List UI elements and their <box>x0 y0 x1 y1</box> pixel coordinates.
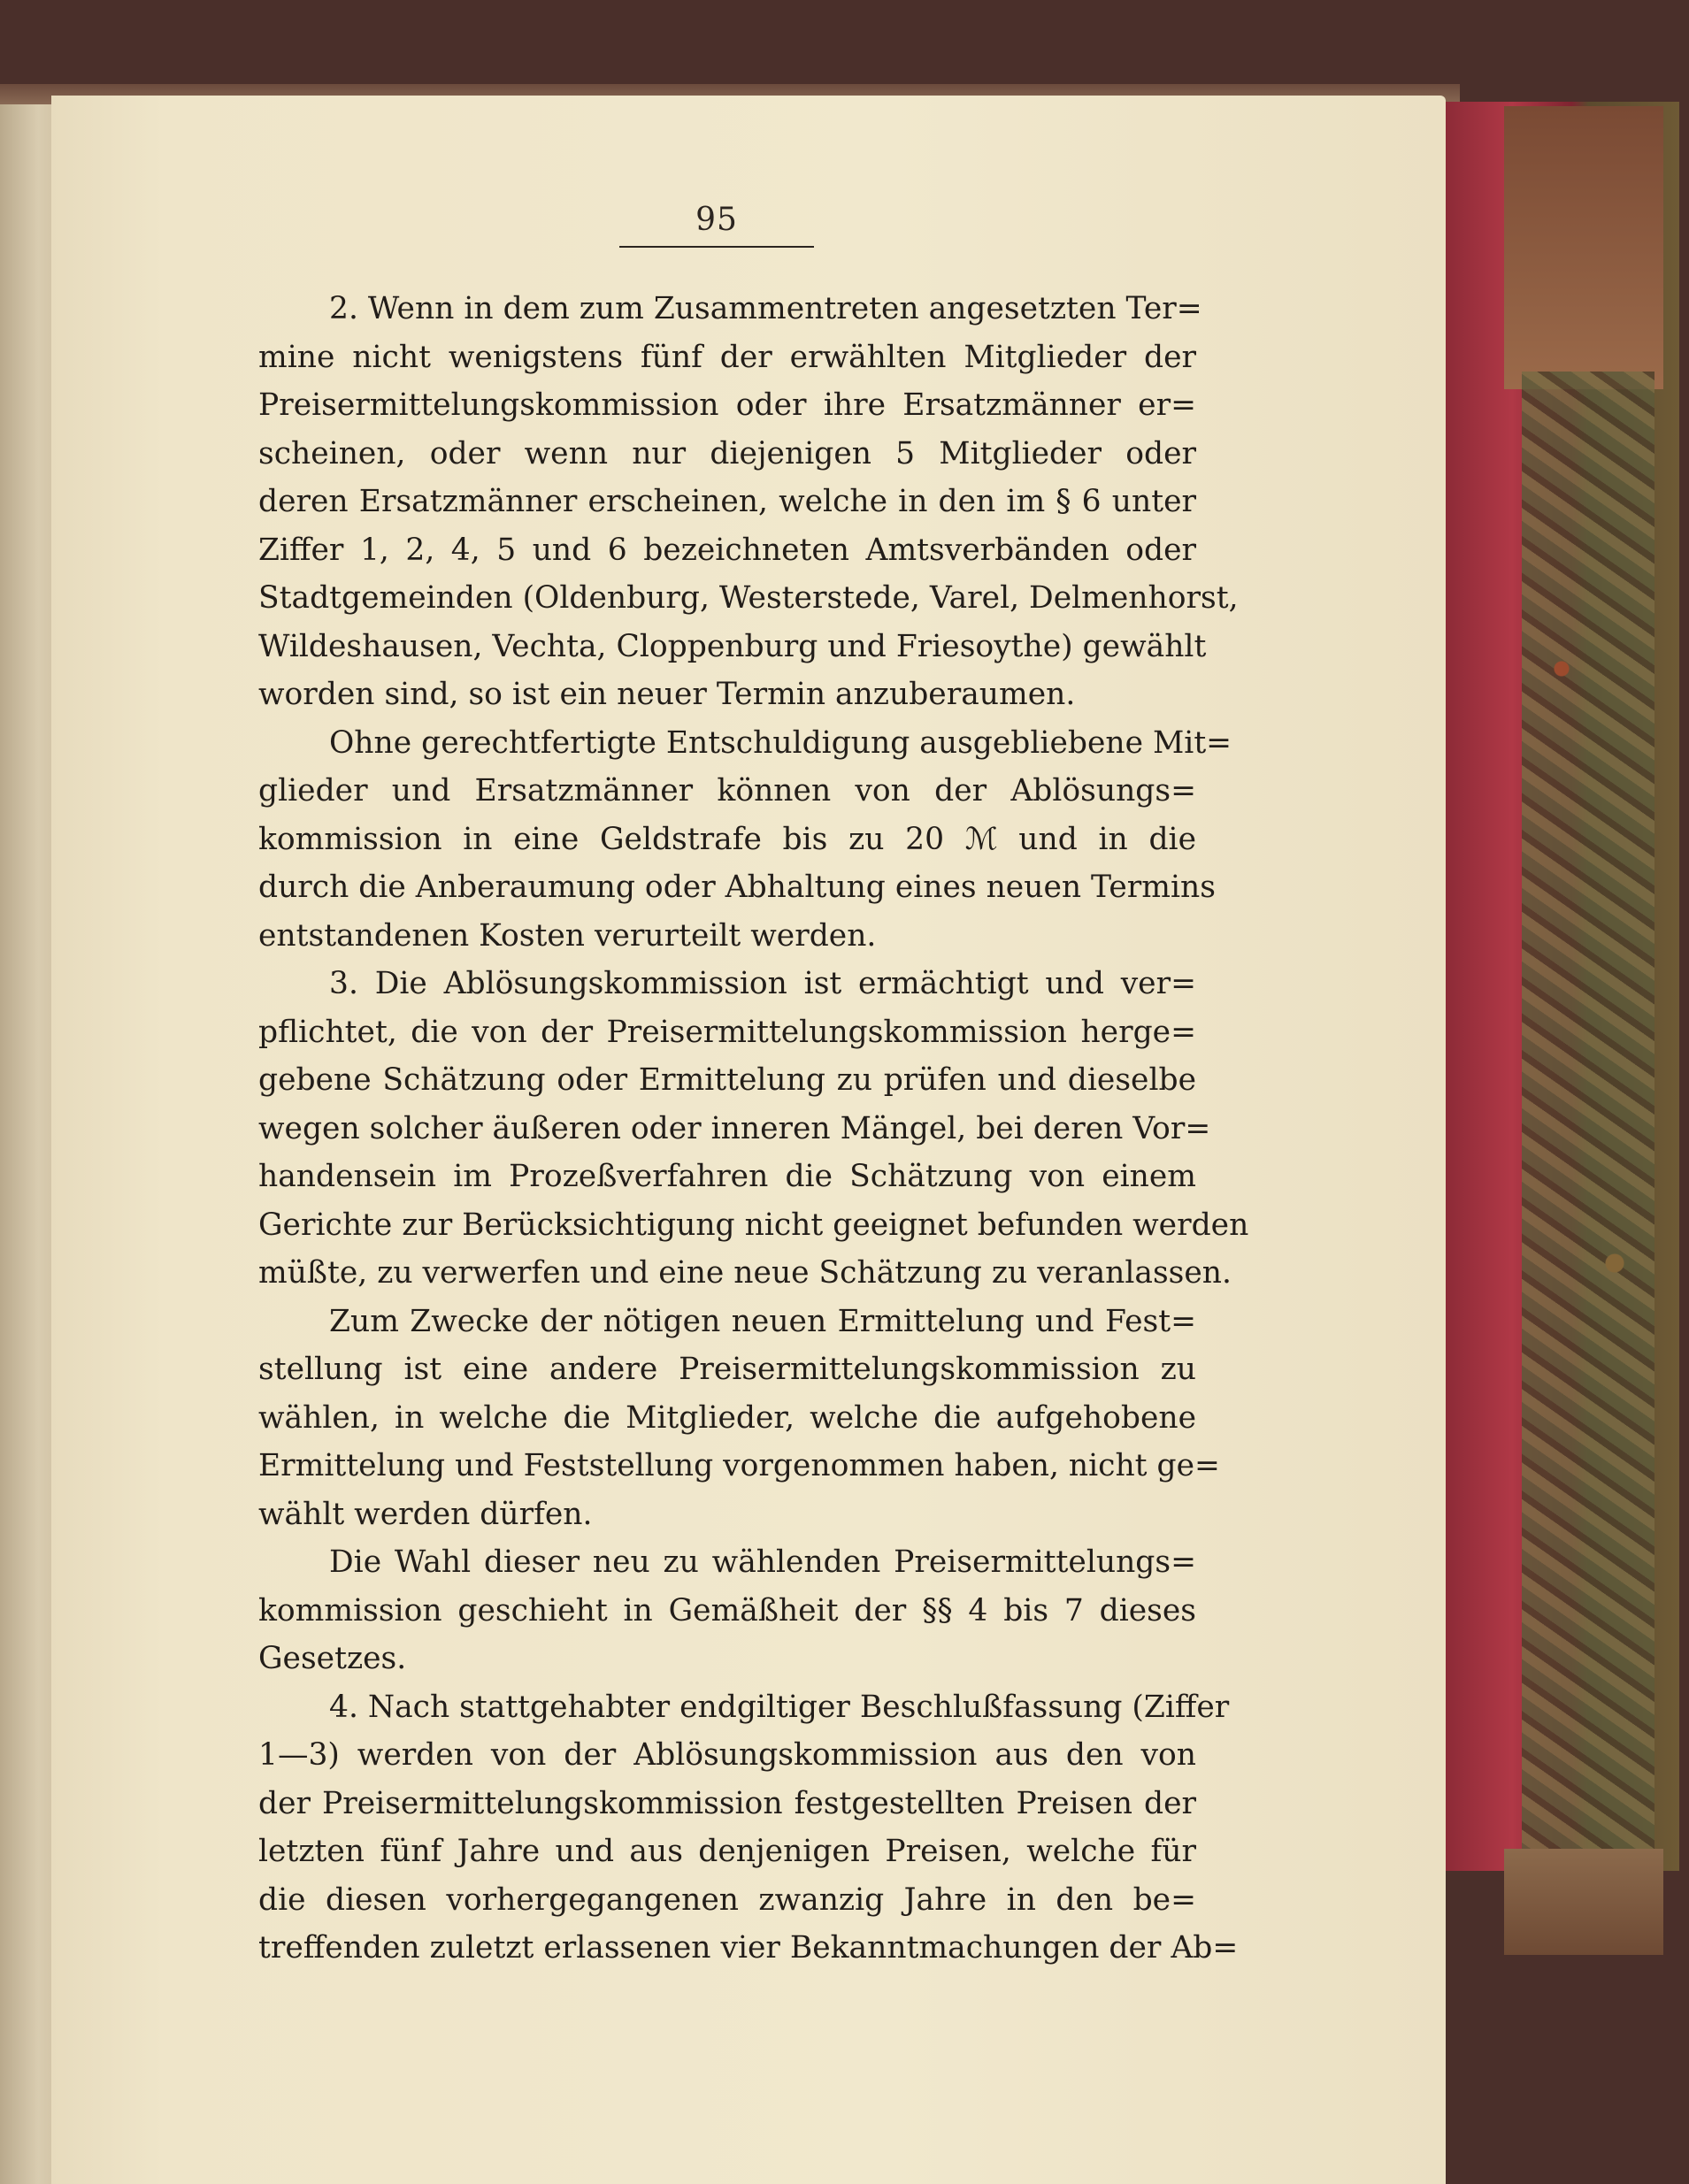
page-number: 95 <box>695 202 738 238</box>
text-line: scheinen, oder wenn nur diejenigen 5 Mitglieder oder <box>258 435 1196 471</box>
text-line: Die Wahl dieser neu zu wählenden Preisermittelungs= <box>329 1544 1196 1580</box>
text-line: Ermittelung und Feststellung vorgenommen haben, nicht ge= <box>258 1448 1220 1483</box>
text-line: deren Ersatzmänner erscheinen, welche in den im § 6 unter <box>258 484 1196 519</box>
text-line: worden sind, so ist ein neuer Termin anzuberaumen. <box>258 677 1076 712</box>
paragraph-6 <box>258 1683 1239 1973</box>
text-line: Gerichte zur Berücksichtigung nicht geeignet befunden werden <box>258 1207 1249 1243</box>
header-rule <box>619 246 814 248</box>
text-line: handensein im Prozeßverfahren die Schätzung von einem <box>258 1159 1196 1194</box>
paragraph-5 <box>258 1538 1196 1683</box>
text-line: stellung ist eine andere Preisermittelungskommission zu <box>258 1352 1196 1387</box>
text-line: wählen, in welche die Mitglieder, welche die aufgehobene <box>258 1399 1196 1436</box>
paragraph-4 <box>258 1298 1220 1539</box>
text-line: 4. Nach stattgehabter endgiltiger Beschlußfassung (Ziffer <box>329 1689 1230 1725</box>
text-line: Ziffer 1, 2, 4, 5 und 6 bezeichneten Amtsverbänden oder <box>258 532 1196 568</box>
text-line: 1—3) werden von der Ablösungskommission aus den von <box>258 1737 1196 1773</box>
text-line: Gesetzes. <box>258 1641 407 1676</box>
text-line: müßte, zu verwerfen und eine neue Schätzung zu veranlassen. <box>258 1255 1232 1291</box>
text-line: gebene Schätzung oder Ermittelung zu prüfen und dieselbe <box>258 1062 1196 1098</box>
text-line: Preisermittelungskommission oder ihre Ersatzmänner er= <box>258 387 1196 423</box>
book-cover-top <box>1504 106 1663 389</box>
text-line: Zum Zwecke der nötigen neuen Ermittelung und Fest= <box>329 1303 1196 1339</box>
text-line: treffenden zuletzt erlassenen vier Bekanntmachungen der Ab= <box>258 1930 1239 1966</box>
text-line: kommission in eine Geldstrafe bis zu 20 ℳ und in die <box>258 821 1196 857</box>
text-line: mine nicht wenigstens fünf der erwählten Mitglieder der <box>258 339 1196 375</box>
text-line: pflichtet, die von der Preisermittelungskommission herge= <box>258 1014 1196 1050</box>
text-line: Wildeshausen, Vechta, Cloppenburg und Friesoythe) gewählt <box>258 628 1207 664</box>
text-line: entstandenen Kosten verurteilt werden. <box>258 917 877 954</box>
text-line: 2. Wenn in dem zum Zusammentreten angesetzten Ter= <box>329 291 1202 326</box>
text-line: die diesen vorhergegangenen zwanzig Jahre in den be= <box>258 1881 1196 1918</box>
text-line: letzten fünf Jahre und aus denjenigen Preisen, welche für <box>258 1834 1196 1869</box>
text-line: wegen solcher äußeren oder inneren Mängel, bei deren Vor= <box>258 1110 1211 1146</box>
paragraph-2 <box>258 719 1232 961</box>
text-line: wählt werden dürfen. <box>258 1496 593 1532</box>
book-cover-bottom <box>1504 1849 1663 1955</box>
marbled-cover <box>1522 372 1654 1858</box>
text-line: Stadtgemeinden (Oldenburg, Westerstede, Varel, Delmenhorst, <box>258 580 1239 616</box>
text-line: der Preisermittelungskommission festgestellten Preisen der <box>258 1785 1196 1821</box>
page-header <box>619 202 814 238</box>
paragraph-3 <box>258 960 1249 1298</box>
text-line: Ohne gerechtfertigte Entschuldigung ausgebliebene Mit= <box>329 724 1232 761</box>
text-line: glieder und Ersatzmänner können von der Ablösungs= <box>258 773 1196 808</box>
text-line: durch die Anberaumung oder Abhaltung eines neuen Termins <box>258 870 1216 905</box>
body-text <box>258 285 1249 1973</box>
paragraph-1 <box>258 285 1239 719</box>
text-line: 3. Die Ablösungskommission ist ermächtigt und ver= <box>329 966 1196 1001</box>
text-line: kommission geschieht in Gemäßheit der §§ 4 bis 7 dieses <box>258 1592 1196 1628</box>
